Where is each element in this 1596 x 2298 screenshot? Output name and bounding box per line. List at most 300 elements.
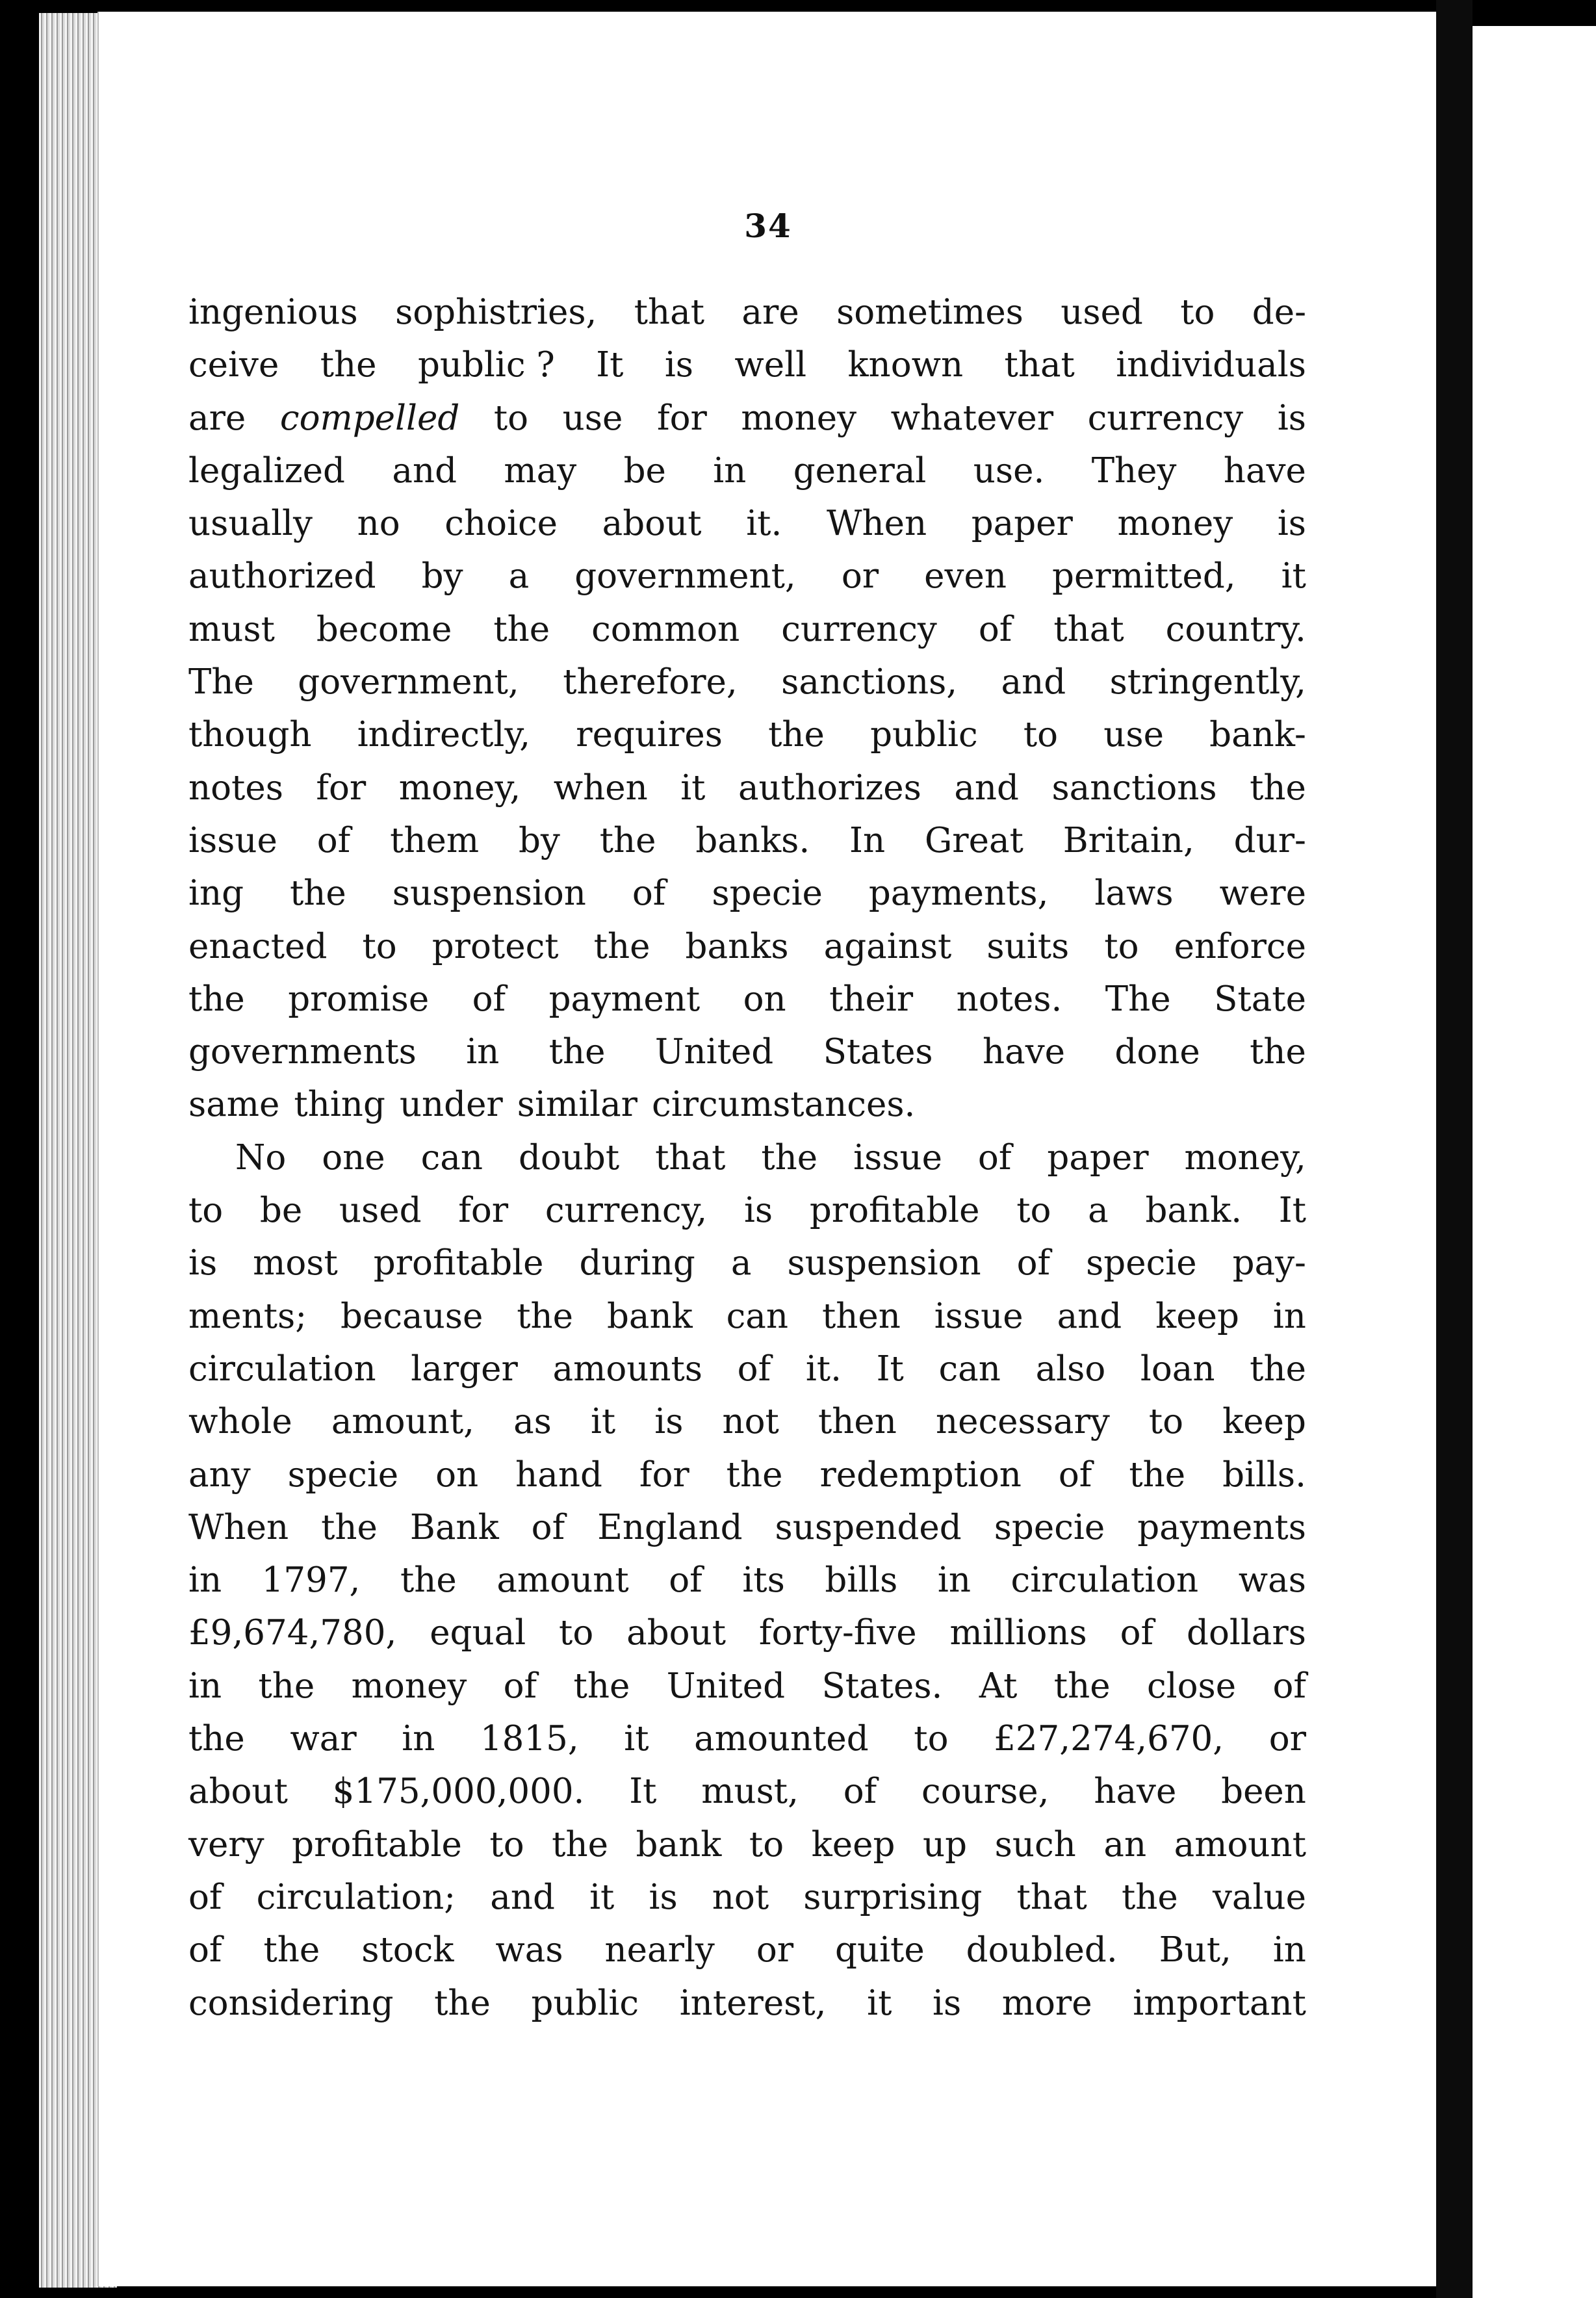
word: when: [553, 768, 648, 808]
word: a: [730, 1243, 752, 1284]
word: dur-: [1233, 820, 1306, 860]
word: government,: [574, 556, 796, 597]
word: common: [591, 609, 740, 649]
word: circumstances.: [652, 1085, 916, 1125]
word: and: [954, 768, 1019, 808]
word: the: [726, 1454, 783, 1495]
word: use: [1103, 715, 1164, 755]
word: protect: [431, 926, 559, 966]
word: of: [977, 1137, 1012, 1178]
text-line: [188, 1765, 1306, 1818]
word: stringently,: [1109, 662, 1306, 703]
word: the: [320, 345, 377, 385]
word: about: [188, 1772, 288, 1812]
word: of: [503, 1666, 537, 1706]
word: suspension: [787, 1243, 981, 1284]
word: the: [517, 1296, 574, 1336]
word: even: [924, 556, 1007, 597]
text-line: [188, 814, 1306, 867]
word: interest,: [679, 1983, 827, 2023]
word: payment: [548, 979, 701, 1019]
word: the: [400, 1560, 457, 1601]
word: bank: [636, 1824, 722, 1865]
text-line: [188, 1184, 1306, 1237]
word: its: [742, 1560, 785, 1601]
word: At: [979, 1666, 1018, 1706]
word: be: [259, 1191, 303, 1231]
word: not: [722, 1402, 779, 1442]
word: suspended: [775, 1507, 962, 1547]
word: public: [531, 1983, 639, 2023]
text-line: [188, 497, 1306, 550]
word: and: [490, 1877, 555, 1917]
word: no: [357, 504, 400, 544]
word: is: [933, 1983, 962, 2023]
word: of: [669, 1560, 702, 1601]
word: considering: [188, 1983, 394, 2023]
word: of: [978, 609, 1012, 649]
word: very: [188, 1824, 264, 1865]
word: amount: [496, 1560, 629, 1601]
word: on: [435, 1454, 479, 1495]
word: it: [867, 1983, 892, 2023]
word: the: [1250, 1349, 1306, 1389]
word: are: [741, 292, 799, 332]
word: a: [508, 556, 530, 597]
text-line: [188, 867, 1306, 920]
word: money: [351, 1666, 467, 1706]
word: 1815,: [480, 1719, 579, 1759]
word: have: [1223, 450, 1306, 491]
text-line: [188, 1026, 1306, 1078]
word: bank-: [1209, 715, 1306, 755]
word: country.: [1165, 609, 1306, 649]
word: for: [316, 768, 367, 808]
text-line: [188, 1977, 1306, 2030]
word: United: [654, 1032, 774, 1072]
word: that: [655, 1137, 726, 1178]
word: permitted,: [1052, 556, 1236, 597]
text-line: [188, 1554, 1306, 1607]
word: must: [188, 609, 275, 649]
text-line: [188, 286, 1306, 339]
word: money: [1117, 504, 1233, 544]
word: is: [1277, 504, 1306, 544]
word: one: [322, 1137, 385, 1178]
word: the: [188, 1719, 245, 1759]
text-line: [188, 1660, 1306, 1712]
word: currency: [1087, 398, 1244, 438]
word: payments,: [868, 873, 1049, 914]
word: used: [1061, 292, 1143, 332]
word: of: [737, 1349, 771, 1389]
word: therefore,: [563, 662, 738, 703]
word: governments: [188, 1032, 417, 1072]
word: against: [823, 926, 952, 966]
word: can: [938, 1349, 1001, 1389]
word: is: [1277, 398, 1306, 438]
text-line: [188, 1818, 1306, 1871]
word: it.: [805, 1349, 842, 1389]
word: because: [341, 1296, 483, 1336]
word: keep: [811, 1824, 895, 1865]
word: the: [1250, 768, 1306, 808]
word: the: [552, 1824, 608, 1865]
word: whole: [188, 1402, 292, 1442]
word: money: [741, 398, 857, 438]
text-line: [188, 1237, 1306, 1289]
word: In: [849, 820, 886, 860]
word: currency: [781, 609, 937, 649]
word: were: [1219, 873, 1306, 914]
word: to: [188, 1191, 224, 1231]
word: the: [263, 1930, 320, 1970]
word: also: [1035, 1349, 1106, 1389]
word: in: [937, 1560, 971, 1601]
word: up: [923, 1824, 968, 1865]
word: war: [290, 1719, 357, 1759]
word: profitable: [809, 1191, 980, 1231]
word: It: [1278, 1191, 1306, 1231]
word: quite: [835, 1930, 925, 1970]
word: of: [472, 979, 506, 1019]
word: it: [589, 1877, 615, 1917]
word: used: [339, 1191, 422, 1231]
word: It: [596, 345, 624, 385]
word: necessary: [935, 1402, 1110, 1442]
text-line: [188, 1924, 1306, 1976]
word: to: [489, 1824, 524, 1865]
word: use: [562, 398, 623, 438]
text-line: [188, 392, 1306, 445]
word: ceive: [188, 345, 279, 385]
text-line: [188, 920, 1306, 973]
word: redemption: [819, 1454, 1022, 1495]
word: on: [743, 979, 786, 1019]
word: It: [629, 1772, 657, 1812]
text-line: [188, 1078, 1306, 1131]
page-number: 34: [744, 207, 792, 245]
word: to: [1104, 926, 1139, 966]
word: notes: [188, 768, 283, 808]
text-line: [188, 1501, 1306, 1554]
word: may: [504, 450, 577, 491]
word: ing: [188, 873, 244, 914]
word: issue: [934, 1296, 1023, 1336]
word: specie: [994, 1507, 1105, 1547]
word: the: [1129, 1454, 1186, 1495]
word: amount: [1174, 1824, 1306, 1865]
word: millions: [949, 1613, 1087, 1653]
word: choice: [444, 504, 558, 544]
word: that: [634, 292, 705, 332]
word: during: [579, 1243, 695, 1284]
text-line: [188, 708, 1306, 761]
word: is: [649, 1877, 678, 1917]
word: to: [493, 398, 529, 438]
word: laws: [1094, 873, 1174, 914]
word: banks: [685, 926, 789, 966]
word: by: [518, 820, 560, 860]
word: for: [458, 1191, 509, 1231]
word: nearly: [604, 1930, 715, 1970]
text-line: [188, 550, 1306, 602]
word: is: [743, 1191, 773, 1231]
word: sanctions: [1051, 768, 1217, 808]
word: It: [876, 1349, 904, 1389]
word: thing: [294, 1085, 385, 1125]
word: then: [817, 1402, 897, 1442]
word: are: [188, 398, 246, 438]
word: course,: [921, 1772, 1049, 1812]
word: money,: [398, 768, 521, 808]
word: the: [1122, 1877, 1178, 1917]
word: the: [188, 979, 245, 1019]
word: Britain,: [1062, 820, 1194, 860]
word: in: [713, 450, 747, 491]
word: them: [390, 820, 480, 860]
word: can: [726, 1296, 789, 1336]
word: have: [1094, 1772, 1177, 1812]
word: important: [1133, 1983, 1306, 2023]
word: an: [1103, 1824, 1147, 1865]
word: the: [761, 1137, 818, 1178]
word: in: [402, 1719, 435, 1759]
word: by: [421, 556, 463, 597]
word: to: [1023, 715, 1059, 755]
word: States.: [821, 1666, 943, 1706]
word: bills: [825, 1560, 898, 1601]
word: loan: [1140, 1349, 1215, 1389]
text-line: [188, 1290, 1306, 1343]
word: in: [1272, 1930, 1306, 1970]
word: is: [188, 1243, 218, 1284]
word: is: [664, 345, 693, 385]
word: the: [1053, 1666, 1111, 1706]
word: issue: [188, 820, 277, 860]
word: the: [434, 1983, 491, 2023]
word: ingenious: [188, 292, 358, 332]
word: use.: [973, 450, 1045, 491]
word: to: [362, 926, 397, 966]
word: amounts: [552, 1349, 702, 1389]
word: the: [258, 1666, 315, 1706]
word: circulation: [188, 1349, 376, 1389]
word: was: [1238, 1560, 1306, 1601]
word: hand: [515, 1454, 602, 1495]
word: to: [1148, 1402, 1184, 1442]
word: bills.: [1222, 1454, 1306, 1495]
word: done: [1114, 1032, 1200, 1072]
word: 1797,: [261, 1560, 361, 1601]
word: and: [1001, 662, 1066, 703]
word: They: [1091, 450, 1177, 491]
word: or: [756, 1930, 794, 1970]
word: or: [841, 556, 879, 597]
word: payments: [1137, 1507, 1306, 1547]
word: about: [626, 1613, 727, 1653]
word: to: [1016, 1191, 1051, 1231]
word: profitable: [373, 1243, 544, 1284]
word: legalized: [188, 450, 345, 491]
word: indirectly,: [357, 715, 531, 755]
word: to: [749, 1824, 784, 1865]
word: surprising: [803, 1877, 983, 1917]
word: and: [1057, 1296, 1122, 1336]
word: the: [599, 820, 656, 860]
word: then: [821, 1296, 901, 1336]
word: of: [316, 820, 351, 860]
word: equal: [430, 1613, 526, 1653]
word: specie: [1086, 1243, 1197, 1284]
word: a: [1088, 1191, 1109, 1231]
word: Bank: [409, 1507, 499, 1547]
word: United: [666, 1666, 786, 1706]
word: the: [573, 1666, 630, 1706]
word: keep: [1222, 1402, 1306, 1442]
word: close: [1146, 1666, 1237, 1706]
word: bank: [606, 1296, 693, 1336]
text-line: [188, 1131, 1306, 1184]
word: of: [632, 873, 666, 914]
word: pay-: [1232, 1243, 1306, 1284]
word: specie: [712, 873, 823, 914]
word: specie: [287, 1454, 399, 1495]
word: for: [656, 398, 707, 438]
body-text: [188, 286, 1306, 2030]
word: No: [235, 1137, 287, 1178]
word: authorized: [188, 556, 376, 597]
word: doubled.: [966, 1930, 1118, 1970]
text-line: [188, 656, 1306, 708]
word: must,: [701, 1772, 799, 1812]
word: in: [466, 1032, 500, 1072]
text-line: [188, 1712, 1306, 1765]
word: enforce: [1174, 926, 1306, 966]
word: larger: [411, 1349, 518, 1389]
word: requires: [576, 715, 723, 755]
word: currency,: [545, 1191, 708, 1231]
word: money,: [1184, 1137, 1306, 1178]
word: most: [253, 1243, 338, 1284]
word: as: [513, 1402, 552, 1442]
word: is: [654, 1402, 684, 1442]
word: of: [531, 1507, 565, 1547]
word: sophistries,: [395, 292, 597, 332]
word: usually: [188, 504, 313, 544]
word: forty-five: [758, 1613, 917, 1653]
word: more: [1001, 1983, 1092, 2023]
word: doubt: [518, 1137, 620, 1178]
word: individuals: [1116, 345, 1306, 385]
word: their: [829, 979, 914, 1019]
word: authorizes: [738, 768, 921, 808]
word: But,: [1159, 1930, 1231, 1970]
word: amounted: [694, 1719, 869, 1759]
word: of: [1058, 1454, 1092, 1495]
word: general: [793, 450, 927, 491]
word: the: [593, 926, 650, 966]
word: in: [188, 1560, 222, 1601]
word: that: [1053, 609, 1124, 649]
word: bank.: [1145, 1191, 1242, 1231]
word: become: [316, 609, 452, 649]
word: England: [597, 1507, 743, 1547]
word: When: [826, 504, 927, 544]
word: compelled: [279, 398, 460, 438]
word: circulation: [1010, 1560, 1199, 1601]
word: value: [1212, 1877, 1306, 1917]
word: promise: [288, 979, 430, 1019]
word: the: [768, 715, 825, 755]
word: The: [1105, 979, 1171, 1019]
word: de-: [1252, 292, 1306, 332]
word: of: [843, 1772, 877, 1812]
book-gutter: [1436, 0, 1473, 2298]
word: paper: [971, 504, 1073, 544]
word: it: [624, 1719, 649, 1759]
text-line: [188, 1449, 1306, 1501]
word: public ?: [417, 345, 555, 385]
word: the: [493, 609, 550, 649]
word: of: [1272, 1666, 1306, 1706]
word: to: [1180, 292, 1215, 332]
word: the: [321, 1507, 378, 1547]
word: be: [623, 450, 666, 491]
word: the: [289, 873, 346, 914]
word: similar: [517, 1085, 638, 1125]
word: or: [1268, 1719, 1306, 1759]
word: well: [734, 345, 807, 385]
word: about: [602, 504, 702, 544]
word: have: [983, 1032, 1066, 1072]
facing-page-edge: [1473, 26, 1596, 2298]
word: stock: [361, 1930, 454, 1970]
word: suspension: [392, 873, 586, 914]
word: £27,274,670,: [994, 1719, 1224, 1759]
word: profitable: [292, 1824, 462, 1865]
word: government,: [298, 662, 519, 703]
word: the: [1250, 1032, 1306, 1072]
text-line: [188, 973, 1306, 1026]
word: same: [188, 1085, 280, 1125]
text-line: [188, 339, 1306, 391]
word: for: [639, 1454, 689, 1495]
word: to: [914, 1719, 949, 1759]
word: and: [392, 450, 457, 491]
word: under: [399, 1085, 503, 1125]
word: whatever: [890, 398, 1054, 438]
word: sanctions,: [781, 662, 958, 703]
word: been: [1221, 1772, 1306, 1812]
word: The: [188, 662, 254, 703]
word: suits: [986, 926, 1070, 966]
word: it: [1281, 556, 1306, 597]
word: it.: [746, 504, 782, 544]
word: in: [188, 1666, 222, 1706]
word: in: [1272, 1296, 1306, 1336]
word: When: [188, 1507, 289, 1547]
word: ments;: [188, 1296, 307, 1336]
word: of: [1120, 1613, 1154, 1653]
word: such: [994, 1824, 1076, 1865]
text-line: [188, 1395, 1306, 1448]
word: States: [823, 1032, 933, 1072]
word: State: [1214, 979, 1306, 1019]
word: enacted: [188, 926, 328, 966]
text-line: [188, 603, 1306, 656]
word: it: [680, 768, 706, 808]
